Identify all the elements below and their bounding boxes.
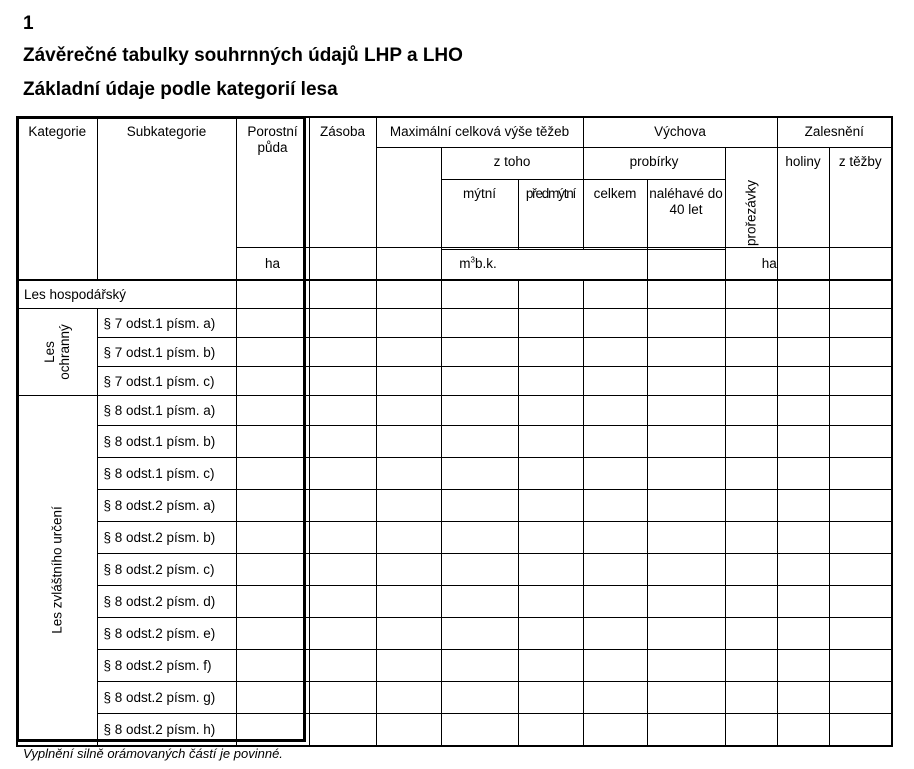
document-title: Závěrečné tabulky souhrnných údajů LHP a LHO	[23, 45, 463, 66]
input-cell[interactable]	[518, 280, 583, 309]
page-number: 1	[23, 13, 34, 34]
input-cell[interactable]	[647, 554, 725, 586]
input-cell[interactable]	[829, 280, 892, 309]
input-cell[interactable]	[583, 396, 647, 426]
input-cell[interactable]	[829, 396, 892, 426]
input-cell[interactable]	[309, 586, 376, 618]
input-cell[interactable]	[583, 367, 647, 396]
input-cell[interactable]	[236, 458, 309, 490]
input-cell[interactable]	[441, 714, 518, 746]
header-max-tezba: Maximální celková výše těžeb	[376, 117, 583, 147]
input-cell[interactable]	[309, 338, 376, 367]
input-cell[interactable]	[647, 490, 725, 522]
input-cell[interactable]	[236, 490, 309, 522]
input-cell[interactable]	[518, 618, 583, 650]
header-zasoba: Zásoba	[309, 117, 376, 280]
subcategory-label: § 8 odst.2 písm. a)	[97, 490, 236, 522]
input-cell[interactable]	[441, 338, 518, 367]
header-kategorie: Kategorie	[17, 117, 97, 280]
unit-m3-superscript: 3	[470, 255, 475, 265]
input-cell[interactable]	[829, 554, 892, 586]
row-label-les-hospodarsky: Les hospodářský	[17, 280, 236, 309]
input-cell[interactable]	[236, 586, 309, 618]
input-cell[interactable]	[647, 338, 725, 367]
input-cell[interactable]	[441, 367, 518, 396]
input-cell[interactable]	[376, 682, 441, 714]
input-cell[interactable]	[376, 367, 441, 396]
input-cell[interactable]	[647, 458, 725, 490]
input-cell[interactable]	[777, 522, 829, 554]
group-les-ochranny	[17, 309, 97, 396]
input-cell[interactable]	[376, 426, 441, 458]
input-cell[interactable]	[376, 338, 441, 367]
input-cell[interactable]	[376, 586, 441, 618]
subcategory-label: § 8 odst.2 písm. b)	[97, 522, 236, 554]
input-cell[interactable]	[518, 367, 583, 396]
input-cell[interactable]	[725, 458, 777, 490]
input-cell[interactable]	[777, 650, 829, 682]
header-porostni-puda: Porostní půda	[236, 117, 309, 280]
input-cell[interactable]	[376, 714, 441, 746]
table-subtitle: Základní údaje podle kategorií lesa	[23, 79, 338, 100]
input-cell[interactable]	[309, 714, 376, 746]
input-cell[interactable]	[236, 338, 309, 367]
subcategory-label: § 8 odst.2 písm. h)	[97, 714, 236, 746]
input-cell[interactable]	[518, 554, 583, 586]
input-cell[interactable]	[829, 367, 892, 396]
input-cell[interactable]	[647, 618, 725, 650]
input-cell[interactable]	[777, 367, 829, 396]
input-cell[interactable]	[583, 554, 647, 586]
header-predmytni: předmýtní	[518, 179, 583, 249]
header-z-toho: z toho	[441, 147, 583, 179]
input-cell[interactable]	[518, 458, 583, 490]
input-cell[interactable]	[829, 490, 892, 522]
input-cell[interactable]	[829, 309, 892, 338]
subcategory-label: § 8 odst.1 písm. c)	[97, 458, 236, 490]
input-cell[interactable]	[441, 396, 518, 426]
header-celkem: celkem	[583, 179, 647, 249]
input-cell[interactable]	[725, 396, 777, 426]
input-cell[interactable]	[376, 618, 441, 650]
input-cell[interactable]	[777, 280, 829, 309]
group-les-zvlastniho-label: Les zvláštního určení	[49, 506, 65, 635]
header-nalehave: naléhavé do 40 let	[647, 179, 725, 249]
input-cell[interactable]	[777, 426, 829, 458]
input-cell[interactable]	[777, 396, 829, 426]
input-cell[interactable]	[376, 650, 441, 682]
input-cell[interactable]	[441, 490, 518, 522]
input-cell[interactable]	[518, 586, 583, 618]
input-cell[interactable]	[309, 522, 376, 554]
input-cell[interactable]	[777, 458, 829, 490]
input-cell[interactable]	[647, 714, 725, 746]
group-les-ochranny-label: Les ochranný	[42, 324, 73, 380]
summary-table-body	[16, 247, 893, 747]
input-cell[interactable]	[647, 309, 725, 338]
unit-ha-vychova: ha	[647, 248, 892, 280]
input-cell[interactable]	[583, 280, 647, 309]
input-cell[interactable]	[777, 309, 829, 338]
input-cell[interactable]	[725, 586, 777, 618]
input-cell[interactable]	[376, 458, 441, 490]
input-cell[interactable]	[725, 618, 777, 650]
input-cell[interactable]	[441, 586, 518, 618]
input-cell[interactable]	[725, 714, 777, 746]
input-cell[interactable]	[829, 338, 892, 367]
input-cell[interactable]	[829, 682, 892, 714]
input-cell[interactable]	[777, 554, 829, 586]
header-probirky: probírky	[583, 147, 725, 179]
input-cell[interactable]	[725, 490, 777, 522]
units-spacer	[17, 248, 236, 280]
subcategory-label: § 8 odst.1 písm. b)	[97, 426, 236, 458]
input-cell[interactable]	[236, 618, 309, 650]
header-z-tezby: z těžby	[829, 147, 892, 280]
input-cell[interactable]	[518, 682, 583, 714]
input-cell[interactable]	[829, 522, 892, 554]
input-cell[interactable]	[725, 554, 777, 586]
input-cell[interactable]	[829, 458, 892, 490]
input-cell[interactable]	[829, 426, 892, 458]
input-cell[interactable]	[441, 426, 518, 458]
input-cell[interactable]	[441, 682, 518, 714]
footnote: Vyplnění silně orámovaných částí je povinné.	[23, 746, 283, 761]
input-cell[interactable]	[725, 682, 777, 714]
input-cell[interactable]	[725, 650, 777, 682]
input-cell[interactable]	[583, 682, 647, 714]
input-cell[interactable]	[309, 280, 376, 309]
input-cell[interactable]	[647, 426, 725, 458]
subcategory-label: § 8 odst.2 písm. e)	[97, 618, 236, 650]
input-cell[interactable]	[829, 714, 892, 746]
input-cell[interactable]	[647, 650, 725, 682]
input-cell[interactable]	[309, 458, 376, 490]
input-cell[interactable]	[518, 714, 583, 746]
subcategory-label: § 8 odst.1 písm. a)	[97, 396, 236, 426]
input-cell[interactable]	[376, 280, 441, 309]
input-cell[interactable]	[236, 426, 309, 458]
input-cell[interactable]	[309, 426, 376, 458]
header-subkategorie: Subkategorie	[97, 117, 236, 280]
input-cell[interactable]	[236, 714, 309, 746]
input-cell[interactable]	[309, 650, 376, 682]
input-cell[interactable]	[725, 367, 777, 396]
input-cell[interactable]	[647, 367, 725, 396]
input-cell[interactable]	[376, 396, 441, 426]
input-cell[interactable]	[647, 586, 725, 618]
input-cell[interactable]	[777, 618, 829, 650]
input-cell[interactable]	[236, 650, 309, 682]
subcategory-label: § 8 odst.2 písm. f)	[97, 650, 236, 682]
input-cell[interactable]	[236, 396, 309, 426]
input-cell[interactable]	[583, 490, 647, 522]
input-cell[interactable]	[725, 280, 777, 309]
input-cell[interactable]	[583, 309, 647, 338]
input-cell[interactable]	[441, 309, 518, 338]
input-cell[interactable]	[777, 682, 829, 714]
input-cell[interactable]	[236, 522, 309, 554]
input-cell[interactable]	[309, 490, 376, 522]
input-cell[interactable]	[647, 396, 725, 426]
input-cell[interactable]	[518, 490, 583, 522]
subcategory-label: § 8 odst.2 písm. d)	[97, 586, 236, 618]
header-prorezavky-label: prořezávky	[743, 180, 759, 247]
input-cell[interactable]	[236, 367, 309, 396]
input-cell[interactable]	[777, 586, 829, 618]
input-cell[interactable]	[725, 309, 777, 338]
input-cell[interactable]	[518, 396, 583, 426]
input-cell[interactable]	[376, 309, 441, 338]
input-cell[interactable]	[518, 650, 583, 682]
input-cell[interactable]	[441, 650, 518, 682]
header-mytni: mýtní	[441, 179, 518, 249]
input-cell[interactable]	[236, 309, 309, 338]
input-cell[interactable]	[829, 618, 892, 650]
input-cell[interactable]	[647, 682, 725, 714]
input-cell[interactable]	[647, 280, 725, 309]
subcategory-label: § 8 odst.2 písm. c)	[97, 554, 236, 586]
unit-m3-prefix: m	[459, 256, 471, 271]
input-cell[interactable]	[777, 714, 829, 746]
input-cell[interactable]	[441, 458, 518, 490]
header-zalesneni: Zalesnění	[777, 117, 892, 147]
input-cell[interactable]	[518, 426, 583, 458]
input-cell[interactable]	[309, 682, 376, 714]
input-cell[interactable]	[236, 554, 309, 586]
input-cell[interactable]	[376, 522, 441, 554]
input-cell[interactable]	[376, 554, 441, 586]
input-cell[interactable]	[518, 522, 583, 554]
input-cell[interactable]	[583, 586, 647, 618]
input-cell[interactable]	[376, 490, 441, 522]
input-cell[interactable]	[583, 714, 647, 746]
input-cell[interactable]	[441, 280, 518, 309]
input-cell[interactable]	[583, 618, 647, 650]
header-vychova: Výchova	[583, 117, 777, 147]
input-cell[interactable]	[441, 618, 518, 650]
input-cell[interactable]	[236, 682, 309, 714]
group-les-zvlastniho-urceni	[17, 396, 97, 746]
input-cell[interactable]	[777, 338, 829, 367]
input-cell[interactable]	[518, 309, 583, 338]
header-holiny: holiny	[777, 147, 829, 280]
input-cell[interactable]	[725, 338, 777, 367]
subcategory-label: § 8 odst.2 písm. g)	[97, 682, 236, 714]
unit-m3-suffix: b.k.	[474, 256, 497, 271]
input-cell[interactable]	[309, 367, 376, 396]
unit-m3-bk	[309, 248, 647, 280]
input-cell[interactable]	[583, 426, 647, 458]
subcategory-label: § 7 odst.1 písm. b)	[97, 338, 236, 367]
subcategory-label: § 7 odst.1 písm. c)	[97, 367, 236, 396]
input-cell[interactable]	[309, 618, 376, 650]
input-cell[interactable]	[583, 338, 647, 367]
input-cell[interactable]	[647, 522, 725, 554]
input-cell[interactable]	[725, 426, 777, 458]
input-cell[interactable]	[777, 490, 829, 522]
input-cell[interactable]	[441, 554, 518, 586]
input-cell[interactable]	[441, 522, 518, 554]
input-cell[interactable]	[829, 586, 892, 618]
input-cell[interactable]	[829, 650, 892, 682]
input-cell[interactable]	[309, 396, 376, 426]
input-cell[interactable]	[518, 338, 583, 367]
subcategory-label: § 7 odst.1 písm. a)	[97, 309, 236, 338]
input-cell[interactable]	[583, 458, 647, 490]
input-cell[interactable]	[309, 309, 376, 338]
unit-ha-porostni: ha	[236, 248, 309, 280]
input-cell[interactable]	[725, 522, 777, 554]
input-cell[interactable]	[583, 650, 647, 682]
input-cell[interactable]	[309, 554, 376, 586]
input-cell[interactable]	[236, 280, 309, 309]
input-cell[interactable]	[583, 522, 647, 554]
